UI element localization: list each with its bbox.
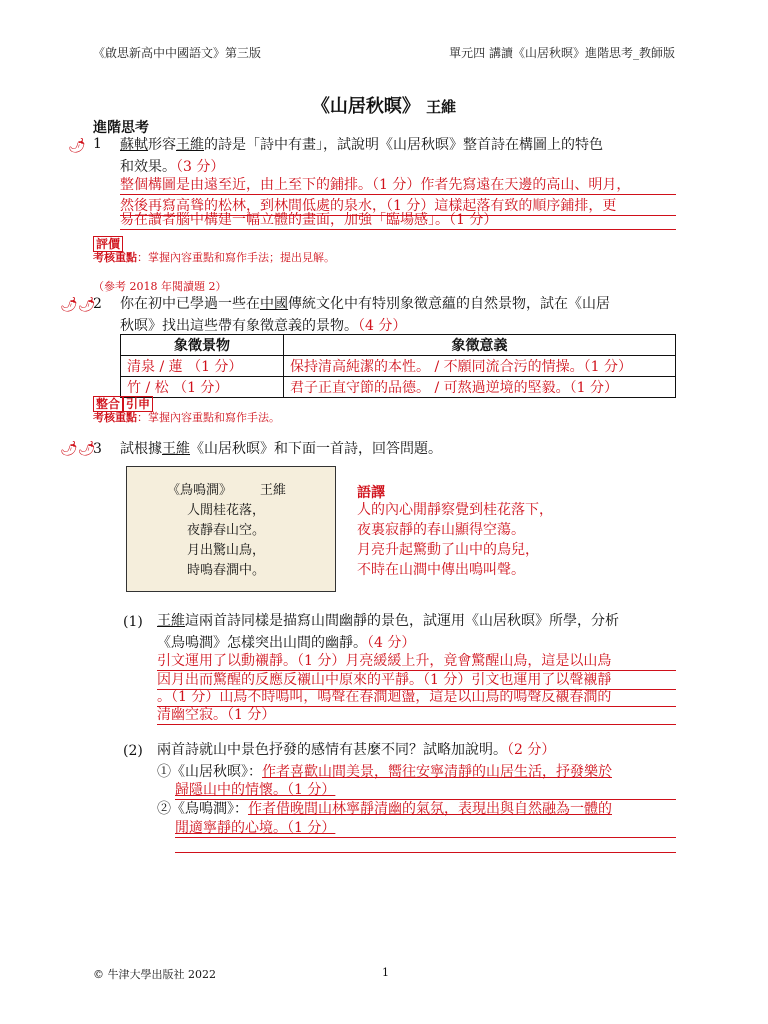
table-header-cell: 象徵意義 [284, 335, 676, 356]
q1-answer-line: 然後再寫高聳的松林，到林間低處的泉水，（1 分）這樣起落有致的順序鋪排，更 [120, 198, 617, 214]
q1-focus: 考核重點：掌握內容重點和寫作手法；提出見解。 [93, 251, 335, 264]
q1-question: 蘇軾形容王維的詩是「詩中有畫」，試說明《山居秋暝》整首詩在構圖上的特色 和效果。（3 分） [120, 137, 603, 175]
section-heading: 進階思考 [93, 120, 149, 136]
poem-line: 人閒桂花落， [187, 503, 266, 518]
q1-number: 1 [93, 136, 102, 152]
translation-line: 不時在山澗中傳出鳴叫聲。 [357, 562, 525, 578]
skill-tag: 整合 [93, 396, 123, 412]
q3-sub2-part-a-cont: 歸隱山中的情懷。（1 分） [175, 782, 336, 798]
q2-number: 2 [93, 296, 102, 312]
symbol-table [120, 334, 676, 398]
q3-sub2-part-b: ②《鳥鳴澗》：作者借晚間山林寧靜清幽的氣氛，表現出與自然融為一體的 [157, 801, 612, 817]
q3-sub2-number: (2) [123, 743, 143, 759]
q3-sub1-answer-line: 因月出而驚醒的反應反襯山中原來的平靜。（1 分）引文也運用了以聲襯靜 [157, 672, 612, 688]
q2-marks: （4 分） [358, 318, 407, 334]
footer-copyright: © 牛津大學出版社 2022 [93, 968, 216, 981]
q3-sub1-marks: （4 分） [367, 635, 416, 651]
reference-note: （參考 2018 年閱讀題 2） [93, 280, 227, 293]
q3-person: 王維 [162, 441, 190, 457]
title-author: 王維 [426, 98, 457, 116]
poem-box [126, 466, 336, 592]
translation-line: 月亮升起驚動了山中的鳥兒， [357, 542, 539, 558]
chili-icon: 🌶🌶 [60, 297, 96, 313]
q3-sub1-answer-line: 清幽空寂。（1 分） [157, 707, 276, 723]
q2-question: 你在初中已學過一些在中國傳統文化中有特別象徵意蘊的自然景物，試在《山居 秋暝》找出這些帶有象徵意義的景物。（4 分） [120, 296, 610, 334]
table-header-row [121, 335, 676, 356]
q3-sub2-marks: （2 分） [507, 742, 556, 758]
translation-line: 人的內心閒靜察覺到桂花落下， [357, 502, 553, 518]
q3-sub1-answer-line: 引文運用了以動襯靜。（1 分）月亮緩緩上升，竟會驚醒山鳥，這是以山鳥 [157, 653, 612, 669]
poem-line: 月出驚山鳥， [187, 543, 266, 558]
q1-marks: （3 分） [176, 159, 225, 175]
table-cell: 保持清高純潔的本性。 / 不願同流合污的情操。（1 分） [284, 356, 676, 377]
translation-label: 語譯 [357, 485, 385, 501]
table-row [121, 377, 676, 398]
header-right: 單元四 講讀《山居秋暝》進階思考_教師版 [449, 46, 675, 60]
q1-person2: 王維 [176, 137, 204, 153]
q1-skill-tag: 評價 [93, 233, 123, 252]
poem-line: 時鳴春澗中。 [187, 563, 266, 578]
q3-sub2-question: 兩首詩就山中景色抒發的感情有甚麼不同？試略加說明。（2 分） [157, 742, 556, 758]
translation-line: 夜裏寂靜的春山顯得空蕩。 [357, 522, 525, 538]
title-text: 《山居秋暝》 [311, 96, 420, 117]
chili-icon: 🌶 [68, 138, 86, 154]
table-header-cell: 象徵景物 [121, 335, 284, 356]
q2-focus: 考核重點：掌握內容重點和寫作手法。 [93, 411, 280, 424]
page-number: 1 [382, 966, 389, 979]
q3-sub1-answer-line: 。（1 分）山鳥不時鳴叫，鳴聲在春澗迴盪，這是以山鳥的鳴聲反襯春澗的 [157, 689, 612, 705]
q3-sub1-number: (1) [123, 614, 143, 630]
translation-body [357, 500, 553, 580]
poem-title-line: 《鳥鳴澗》 王維 [167, 483, 287, 498]
q3-sub2-part-a: ①《山居秋暝》：作者喜歡山間美景，嚮往安寧清靜的山居生活，抒發樂於 [157, 764, 612, 780]
q3-question: 試根據王維《山居秋暝》和下面一首詩，回答問題。 [120, 441, 442, 457]
q3-sub1-person: 王維 [157, 613, 185, 629]
skill-tag: 引申 [123, 396, 153, 412]
poem-line: 夜靜春山空。 [187, 523, 266, 538]
q3-sub2-part-b-cont: 閒適寧靜的心境。（1 分） [175, 820, 336, 836]
table-cell: 清泉 / 蓮 （1 分） [121, 356, 284, 377]
q1-answer-line: 易在讀者腦中構建一幅立體的畫面，加強「臨場感」。（1 分） [120, 212, 498, 228]
page-title [0, 92, 768, 118]
table-cell: 君子正直守節的品德。 / 可熬過逆境的堅毅。（1 分） [284, 377, 676, 398]
table-cell: 竹 / 松 （1 分） [121, 377, 284, 398]
header-left: 《啟思新高中中國語文》第三版 [93, 46, 262, 60]
q1-person: 蘇軾 [120, 137, 148, 153]
chili-icon: 🌶🌶 [60, 441, 96, 457]
poem-body [187, 501, 265, 581]
q1-answer-line: 整個構圖是由遠至近，由上至下的鋪排。（1 分）作者先寫遠在天邊的高山、明月， [120, 177, 631, 193]
q3-sub1-question: 王維這兩首詩同樣是描寫山間幽靜的景色，試運用《山居秋暝》所學，分析 《鳥鳴澗》怎樣突出山間的幽靜。（4 分） [157, 613, 619, 651]
q2-china: 中國 [260, 296, 288, 312]
table-row [121, 356, 676, 377]
q3-number: 3 [93, 441, 102, 457]
